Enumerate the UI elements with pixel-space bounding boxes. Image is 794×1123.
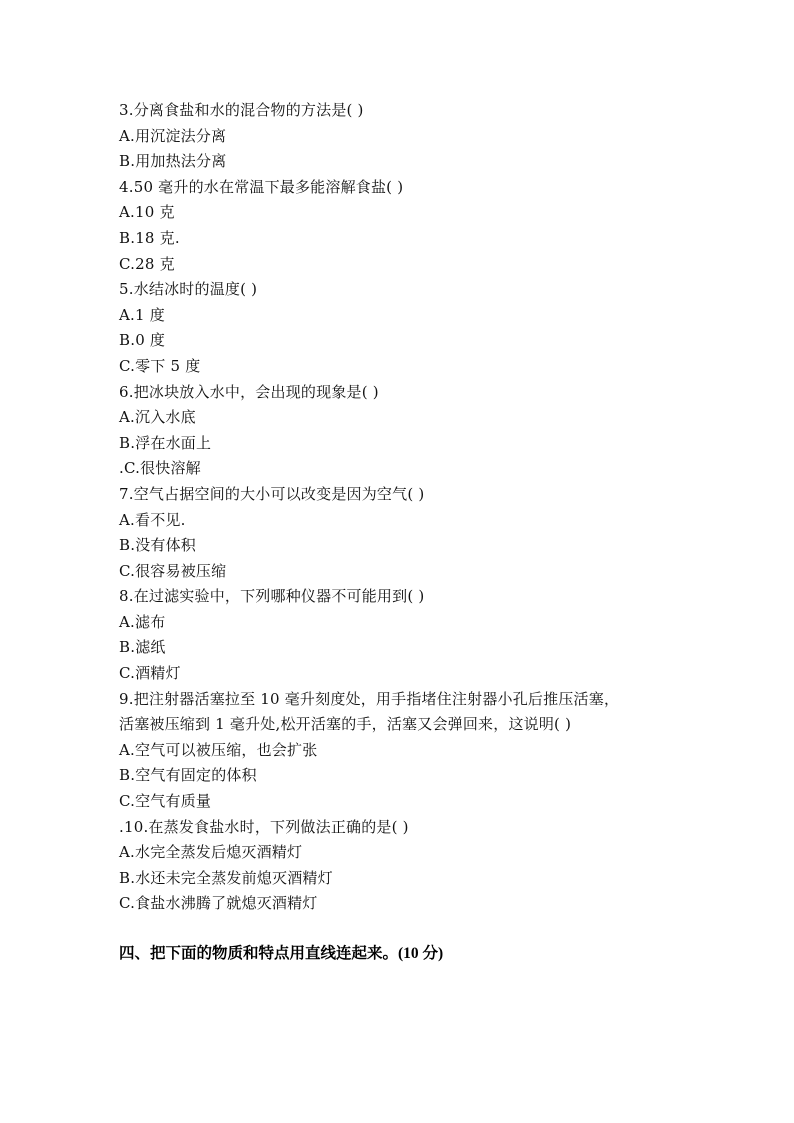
question-6-option-b: B.浮在水面上 [119,433,212,452]
question-10-option-b: B.水还未完全蒸发前熄灭酒精灯 [119,868,333,887]
question-7-option-a: A.看不见. [119,510,186,529]
question-3-option-b: B.用加热法分离 [119,152,227,171]
question-9-option-a: A.空气可以被压缩，也会扩张 [119,740,318,759]
question-6-option-a: A.沉入水底 [119,408,196,427]
question-5-option-b: B.0 度 [119,331,166,350]
question-8-option-b: B.滤纸 [119,638,166,657]
question-6: 6.把冰块放入水中，会出现的现象是( ) [119,382,379,401]
question-5-option-c: C.零下 5 度 [119,356,201,375]
question-9-line-1: 9.把注射器活塞拉至 10 毫升刻度处，用手指堵住注射器小孔后推压活塞， [119,689,620,708]
question-list [119,98,699,917]
question-7-option-c: C.很容易被压缩 [119,561,227,580]
section-heading: 四、把下面的物质和特点用直线连起来。(10 分) [119,945,444,962]
question-7: 7.空气占据空间的大小可以改变是因为空气( ) [119,484,425,503]
question-9-option-b: B.空气有固定的体积 [119,766,257,785]
question-8-option-a: A.滤布 [119,612,166,631]
question-10: .10.在蒸发食盐水时，下列做法正确的是( ) [119,817,409,836]
question-4-option-a: A.10 克 [119,203,175,222]
question-5: 5.水结冰时的温度( ) [119,280,258,299]
question-7-option-b: B.没有体积 [119,536,196,555]
question-8-option-c: C.酒精灯 [119,664,181,683]
question-9-option-c: C.空气有质量 [119,792,212,811]
question-4-option-b: B.18 克. [119,228,180,247]
question-3: 3.分离食盐和水的混合物的方法是( ) [119,101,364,119]
question-10-option-a: A.水完全蒸发后熄灭酒精灯 [119,843,303,862]
question-9-line-2: 活塞被压缩到 1 毫升处,松开活塞的手，活塞又会弹回来，这说明( ) [119,715,572,734]
question-5-option-a: A.1 度 [119,305,165,324]
question-4: 4.50 毫升的水在常温下最多能溶解食盐( ) [119,177,404,196]
question-4-option-c: C.28 克 [119,254,175,273]
question-3-option-a: A.用沉淀法分离 [119,126,227,145]
question-6-option-c: .C.很快溶解 [119,459,201,478]
question-10-option-c: C.食盐水沸腾了就熄灭酒精灯 [119,894,318,913]
question-8: 8.在过滤实验中，下列哪种仪器不可能用到( ) [119,587,425,606]
